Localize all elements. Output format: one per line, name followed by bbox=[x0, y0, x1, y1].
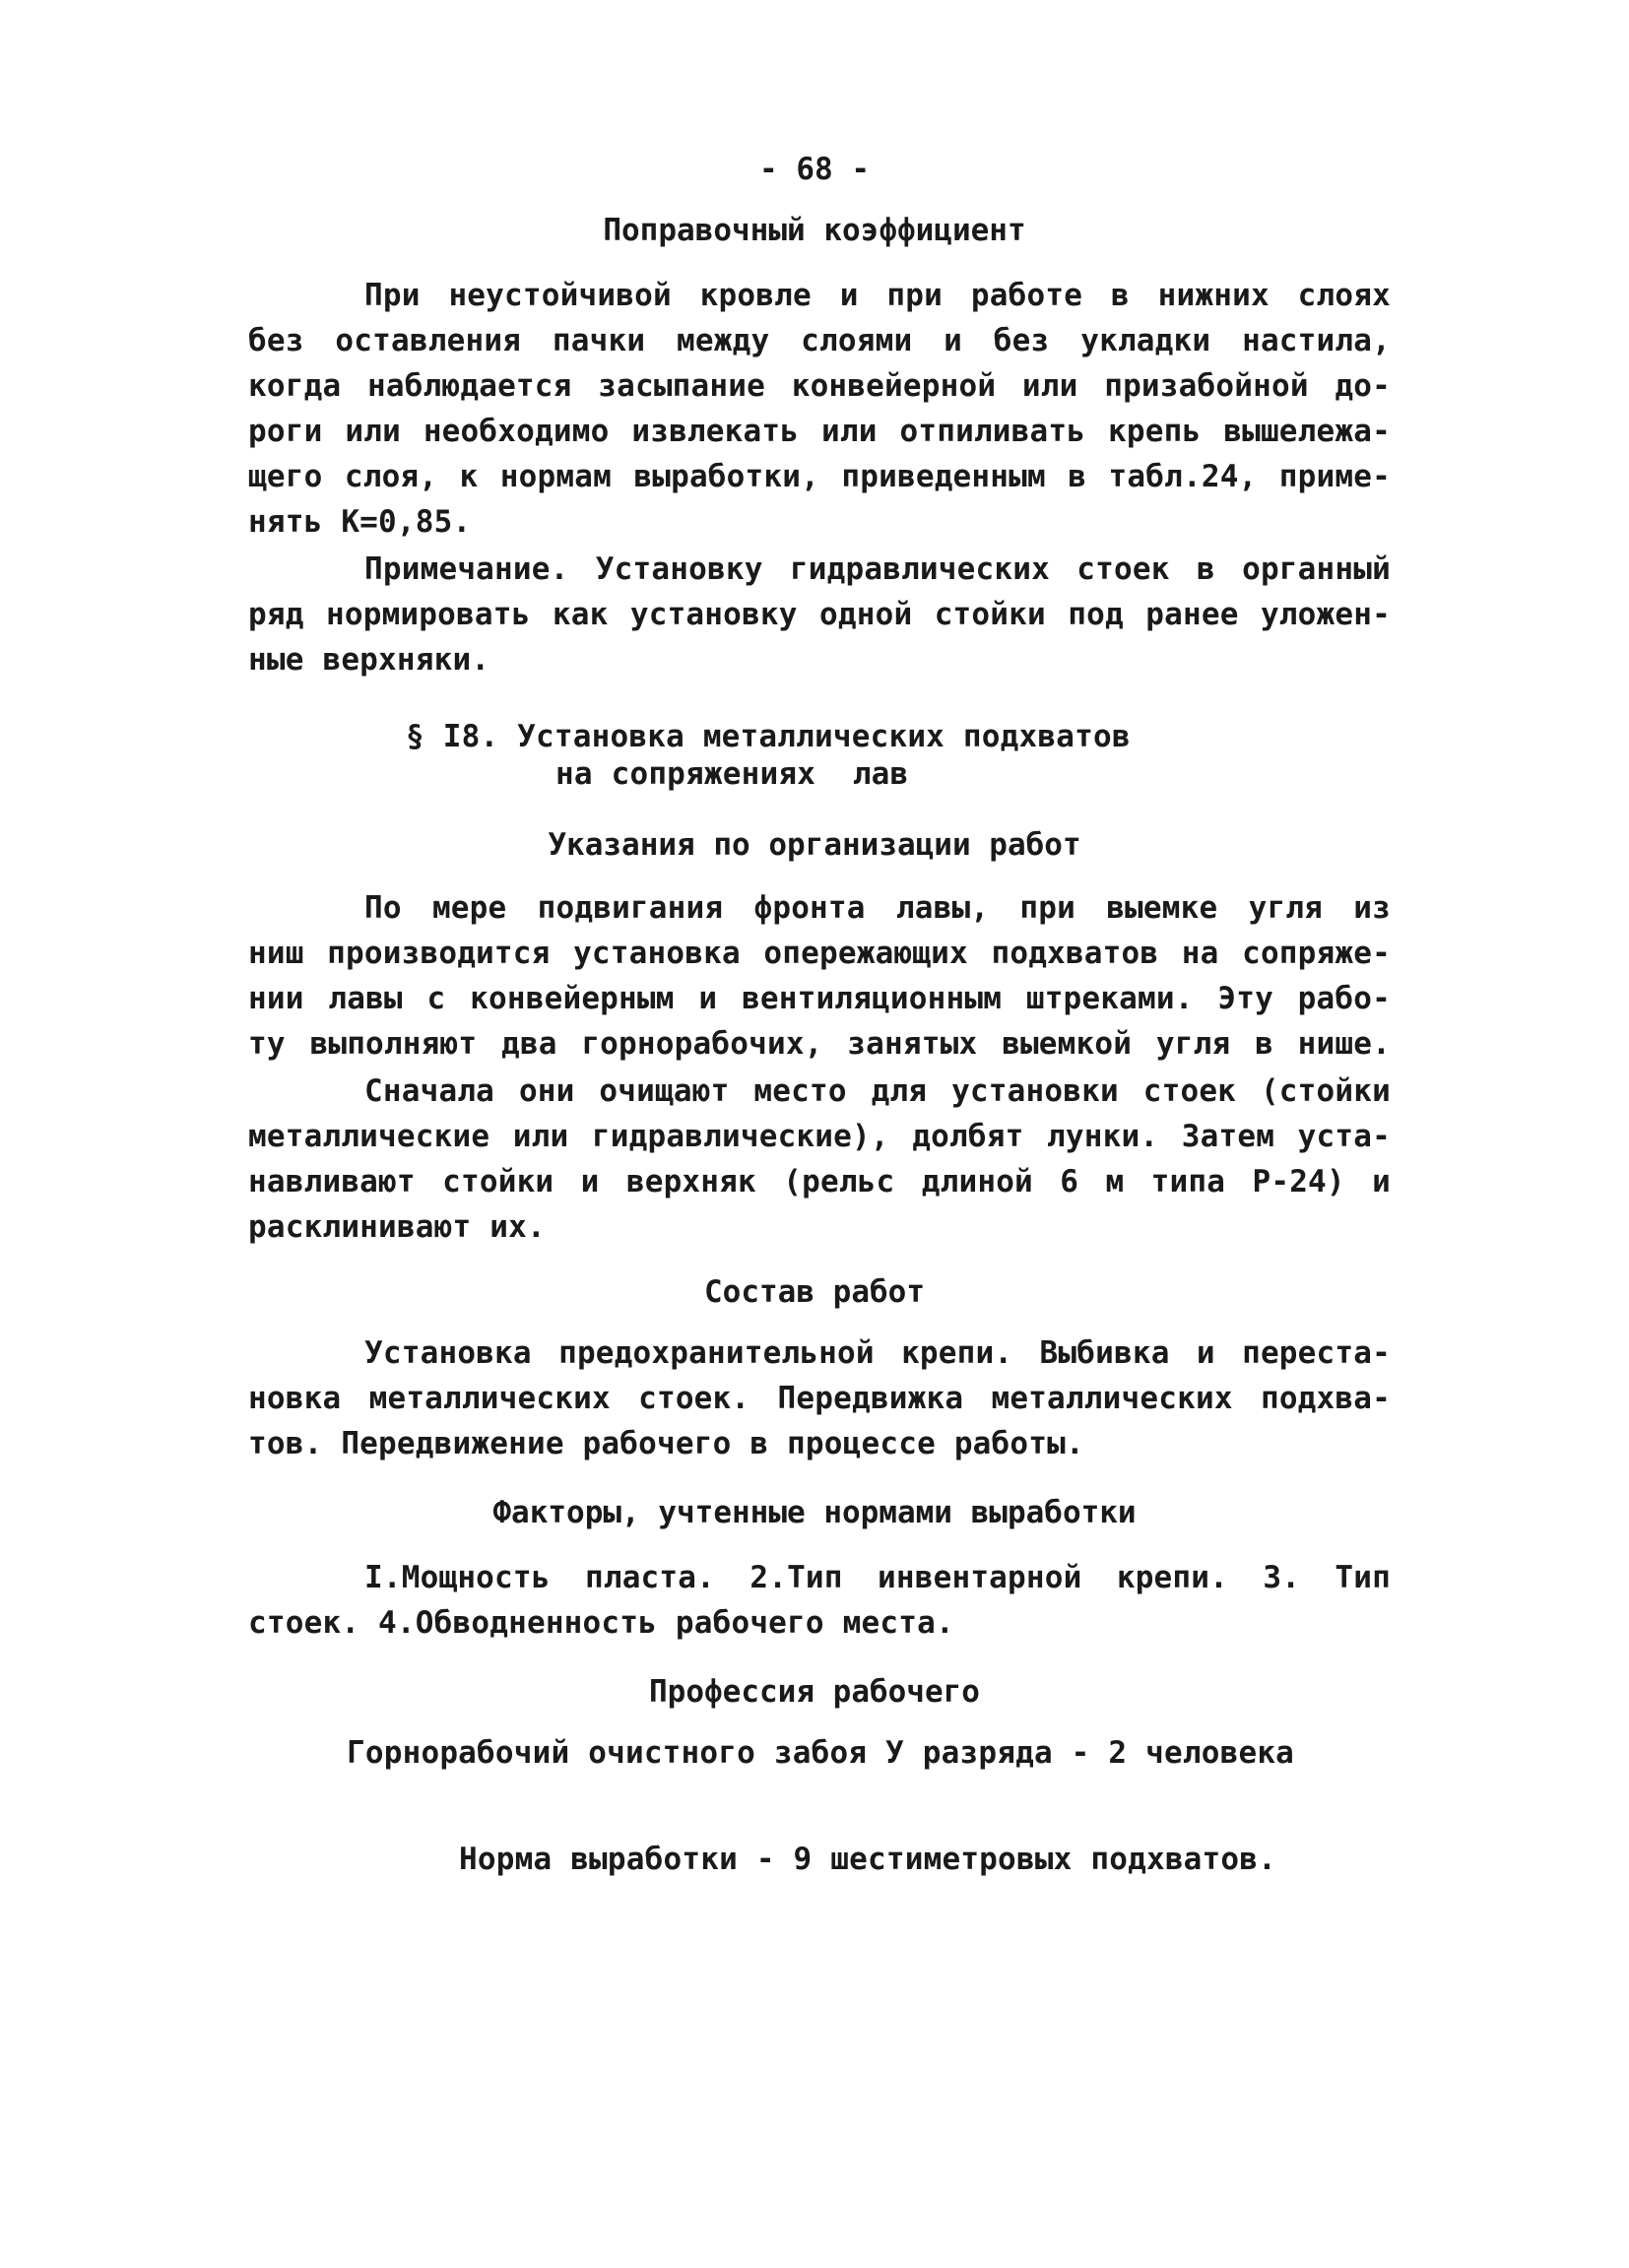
text-line: Сначала они очищают место для установки стоек (стойки bbox=[364, 1073, 1391, 1109]
text-line: когда наблюдается засыпание конвейерной или призабойной до- bbox=[248, 368, 1391, 404]
page-number: - 68 - bbox=[759, 152, 870, 187]
heading-profession: Профессия рабочего bbox=[649, 1674, 980, 1710]
text-line: щего слоя, к нормам выработки, приведенным в табл.24, приме- bbox=[248, 459, 1391, 494]
note-line: ные верхняки. bbox=[248, 642, 490, 678]
text-line: Установка предохранительной крепи. Выбивка и переста- bbox=[364, 1335, 1391, 1371]
paragraph-18-title: § I8. Установка металлических подхватов bbox=[406, 719, 1131, 754]
heading-factors: Факторы, учтенные нормами выработки bbox=[492, 1495, 1137, 1530]
text-line: расклинивают их. bbox=[248, 1209, 546, 1245]
text-line: роги или необходимо извлекать или отпиливать крепь вышележа- bbox=[248, 414, 1391, 449]
heading-organization: Указания по организации работ bbox=[548, 827, 1081, 863]
heading-correction-factor: Поправочный коэффициент bbox=[603, 213, 1026, 248]
text-line: металлические или гидравлические), долбят лунки. Затем уста- bbox=[248, 1119, 1391, 1154]
heading-composition: Состав работ bbox=[704, 1274, 925, 1310]
text-line: тов. Передвижение рабочего в процессе работы. bbox=[248, 1426, 1084, 1461]
text-line: нять К=0,85. bbox=[248, 504, 472, 540]
text-line: навливают стойки и верхняк (рельс длиной 6 м типа Р-24) и bbox=[248, 1164, 1391, 1199]
paragraph-18-title-continued: на сопряжениях лав bbox=[555, 756, 909, 792]
text-line: При неустойчивой кровле и при работе в нижних слоях bbox=[364, 278, 1391, 313]
text-line: новка металлических стоек. Передвижка металлических подхва- bbox=[248, 1381, 1391, 1416]
text-line: без оставления пачки между слоями и без укладки настила, bbox=[248, 323, 1391, 358]
text-line: ту выполняют два горнорабочих, занятых выемкой угля в нише. bbox=[248, 1026, 1391, 1062]
text-line: ниш производится установка опережающих подхватов на сопряже- bbox=[248, 936, 1391, 971]
note-line: ряд нормировать как установку одной стойки под ранее уложен- bbox=[248, 597, 1391, 632]
profession-text: Горнорабочий очистного забоя У разряда - 2 человека bbox=[347, 1735, 1295, 1771]
text-line: нии лавы с конвейерным и вентиляционным штреками. Эту рабо- bbox=[248, 981, 1391, 1016]
norm-text: Норма выработки - 9 шестиметровых подхватов. bbox=[459, 1842, 1276, 1877]
text-line: По мере подвигания фронта лавы, при выемке угля из bbox=[364, 890, 1391, 926]
note-line: Примечание. Установку гидравлических стоек в органный bbox=[364, 551, 1391, 587]
text-line: I.Мощность пласта. 2.Тип инвентарной крепи. 3. Тип bbox=[364, 1560, 1391, 1595]
text-line: стоек. 4.Обводненность рабочего места. bbox=[248, 1605, 954, 1641]
